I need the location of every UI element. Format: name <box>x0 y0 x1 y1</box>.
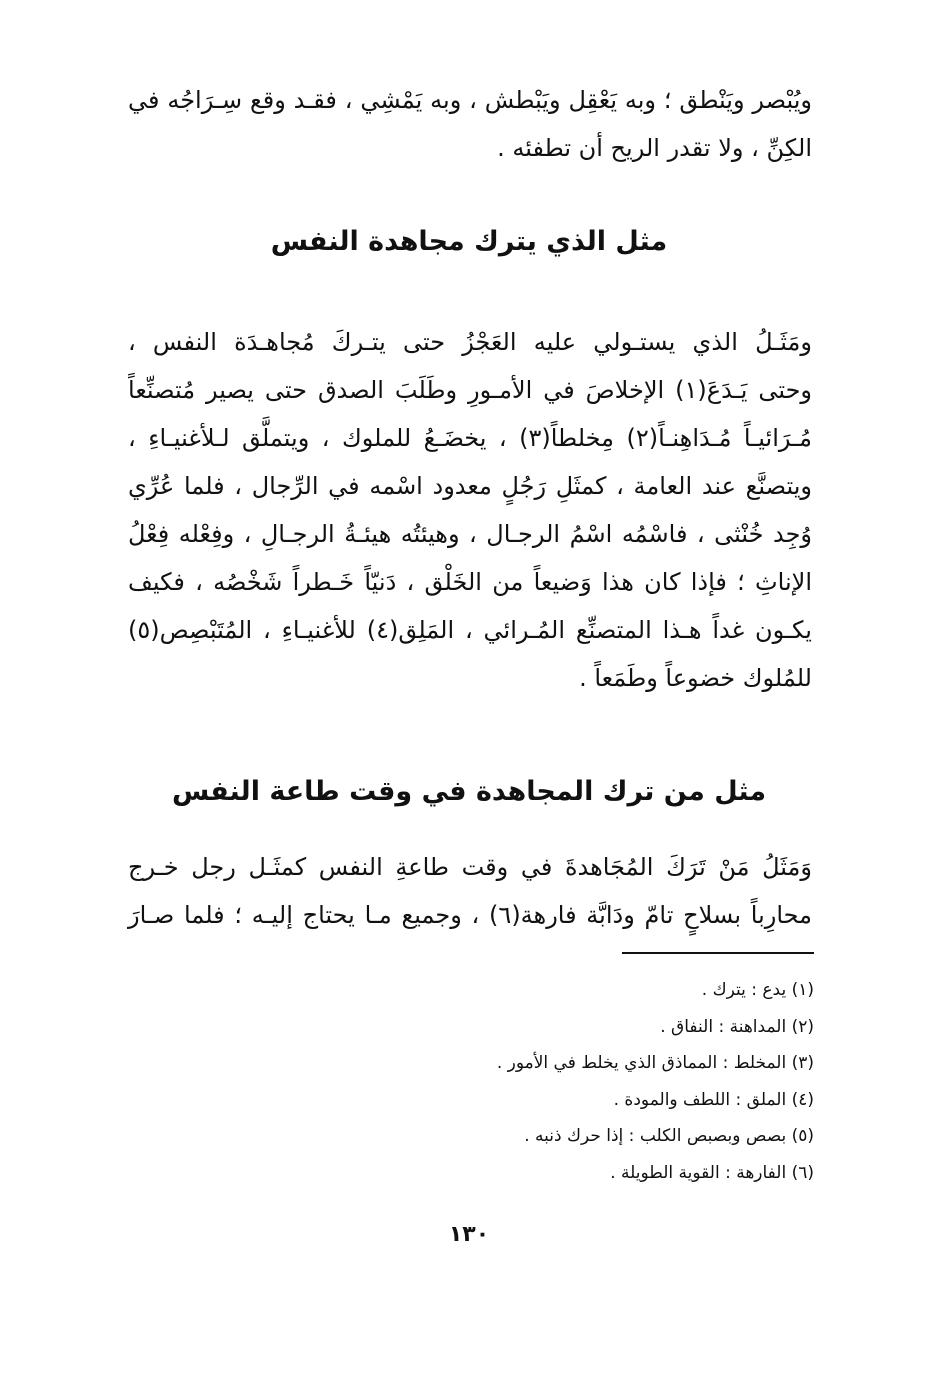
top-paragraph <box>128 76 812 172</box>
page-number: ١٣٠ <box>448 1222 490 1247</box>
section2-paragraph <box>128 843 812 939</box>
footnote-2: (٢) المداهنة : النفاق . <box>660 1016 814 1037</box>
footnote-divider <box>622 952 814 954</box>
paragraph-line: وُجِد خُنْثى ، فاسْمُه اسْمُ الرجـال ، وهيئتُه هيئـةُ الرجـالِ ، وفِعْله فِعْلُ <box>128 520 812 548</box>
footnote-6: (٦) الفارهة : القوية الطويلة . <box>610 1162 814 1183</box>
paragraph-line: ومَثَـلُ الذي يستـولي عليه العَجْزُ حتى يتـركَ مُجاهـدَة النفس ، <box>128 328 812 356</box>
section-heading-2: مثل من ترك المجاهدة في وقت طاعة النفس <box>171 776 767 807</box>
paragraph-line: ويُبْصر ويَنْطق ؛ وبه يَعْقِل ويَبْطش ، وبه يَمْشِي ، فقـد وقع سِـرَاجُه في <box>128 86 812 114</box>
section1-paragraph <box>128 318 812 702</box>
paragraph-line: ويتصنَّع عند العامة ، كمثَلِ رَجُلٍ معدود اسْمه في الرِّجال ، فلما عُرِّي <box>128 472 812 500</box>
paragraph-line: الكِنِّ ، ولا تقدر الريح أن تطفئه . <box>497 134 812 162</box>
footnote-3: (٣) المخلط : المماذق الذي يخلط في الأمور . <box>496 1053 814 1073</box>
paragraph-line: الإناثِ ؛ فإذا كان هذا وَضيعاً من الخَلْق ، دَنيّاً خَـطراً شَخْصُه ، فكيف <box>128 568 812 596</box>
footnotes <box>497 972 814 1191</box>
paragraph-line: وحتى يَـدَعَ(١) الإخلاصَ في الأمـورِ وطَلَبَ الصدق حتى يصير مُتصنِّعاً <box>128 376 813 404</box>
footnote-5: (٥) بصص وبصبص الكلب : إذا حرك ذنبه . <box>524 1126 814 1146</box>
section-heading-1: مثل الذي يترك مجاهدة النفس <box>270 226 668 257</box>
paragraph-line: يكـون غداً هـذا المتصنِّع المُـرائي ، المَلِق(٤) للأغنيـاءِ ، المُتَبْصِص(٥) <box>128 616 812 644</box>
paragraph-line: محارِباً بسلاحٍ تامّ ودَابَّة فارهة(٦) ، وجميع مـا يحتاج إليـه ؛ فلما صـارَ <box>128 901 813 929</box>
paragraph-line: مُـرَائيـاً مُـدَاهِنـاً(٢) مِخلطاً(٣) ، يخضَـعُ للملوك ، ويتملَّق لـلأغنيـاءِ ، <box>128 424 812 452</box>
paragraph-line: للمُلوك خضوعاً وطَمَعاً . <box>579 664 812 692</box>
footnote-4: (٤) الملق : اللطف والمودة . <box>613 1089 814 1110</box>
footnote-1: (١) يدع : يترك . <box>701 980 814 1000</box>
paragraph-line: وَمَثَلُ مَنْ تَرَكَ المُجَاهدةَ في وقت طاعةِ النفس كمثَـل رجل خـرج <box>128 853 812 881</box>
